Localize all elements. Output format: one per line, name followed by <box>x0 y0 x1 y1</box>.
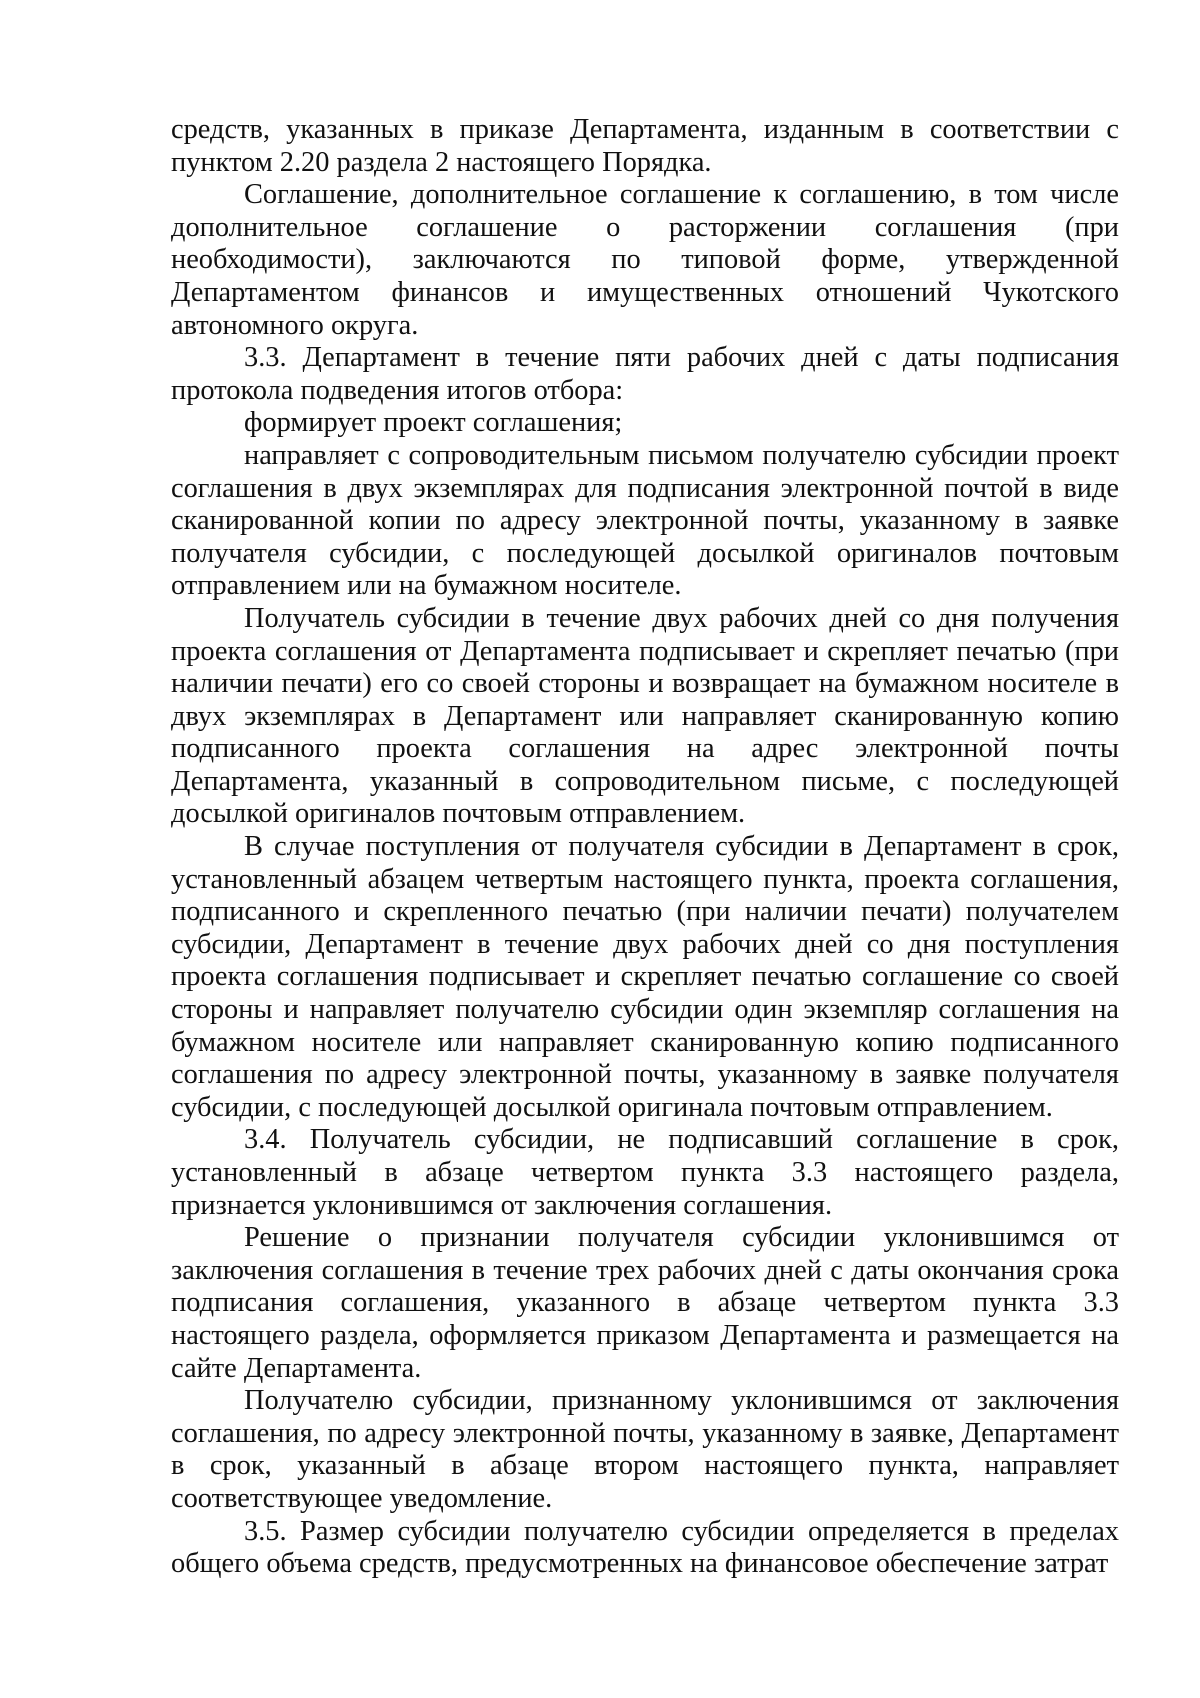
paragraph-3-3-forms-draft: формирует проект соглашения; <box>244 407 623 439</box>
paragraph-3-3-sends-draft: направляет с сопроводительным письмом получателю субсидии проект соглашения в двух экземплярах для подписания электронной почтой в виде сканированной копии по адресу электронной почты, указанному в заявке получателя субсидии, с последующей досылкой оригиналов почтовым отправлением или на бумажном носителе. <box>171 439 1119 602</box>
paragraph-evasion-decision: Решение о признании получателя субсидии уклонившимся от заключения соглашения в течение трех рабочих дней с даты окончания срока подписания соглашения, указанного в абзаце четвертом пункта 3.3 настоящего раздела, оформляется приказом Департамента и размещается на сайте Департамента. <box>171 1222 1119 1384</box>
paragraph-3-5-subsidy-size: 3.5. Размер субсидии получателю субсидии определяется в пределах общего объема средств, предусмотренных на финансовое обеспечение затрат <box>171 1515 1119 1580</box>
paragraph-department-signs: В случае поступления от получателя субсидии в Департамент в срок, установленный абзацем четвертым настоящего пункта, проекта соглашения, подписанного и скрепленного печатью (при наличии печати) получателем субсидии, Департамент в течение двух рабочих дней со дня поступления проекта соглашения подписывает и скрепляет печатью соглашение со своей стороны и направляет получателю субсидии один экземпляр соглашения на бумажном носителе или направляет сканированную копию подписанного соглашения по адресу электронной почты, указанному в заявке получателя субсидии, с последующей досылкой оригинала почтовым отправлением. <box>171 831 1119 1123</box>
paragraph-evasion-notice: Получателю субсидии, признанному уклонившимся от заключения соглашения, по адресу электронной почты, указанному в заявке, Департамент в срок, указанный в абзаце втором настоящего пункта, направляет соответствующее уведомление. <box>171 1385 1119 1514</box>
paragraph-funds-continuation: средств, указанных в приказе Департамента, изданным в соответствии с пунктом 2.20 раздела 2 настоящего Порядка. <box>171 114 1119 178</box>
paragraph-3-4-evasion: 3.4. Получатель субсидии, не подписавший соглашение в срок, установленный в абзаце четвертом пункта 3.3 настоящего раздела, признается уклонившимся от заключения соглашения. <box>171 1124 1119 1221</box>
paragraph-3-3-intro: 3.3. Департамент в течение пяти рабочих дней с даты подписания протокола подведения итогов отбора: <box>171 342 1119 406</box>
paragraph-agreement-form: Соглашение, дополнительное соглашение к соглашению, в том числе дополнительное соглашение о расторжении соглашения (при необходимости), заключаются по типовой форме, утвержденной Департаментом финансов и имущественных отношений Чукотского автономного округа. <box>171 179 1119 341</box>
paragraph-recipient-signs: Получатель субсидии в течение двух рабочих дней со дня получения проекта соглашения от Департамента подписывает и скрепляет печатью (при наличии печати) его со своей стороны и возвращает на бумажном носителе в двух экземплярах в Департамент или направляет сканированную копию подписанного проекта соглашения на адрес электронной почты Департамента, указанный в сопроводительном письме, с последующей досылкой оригиналов почтовым отправлением. <box>171 602 1119 830</box>
